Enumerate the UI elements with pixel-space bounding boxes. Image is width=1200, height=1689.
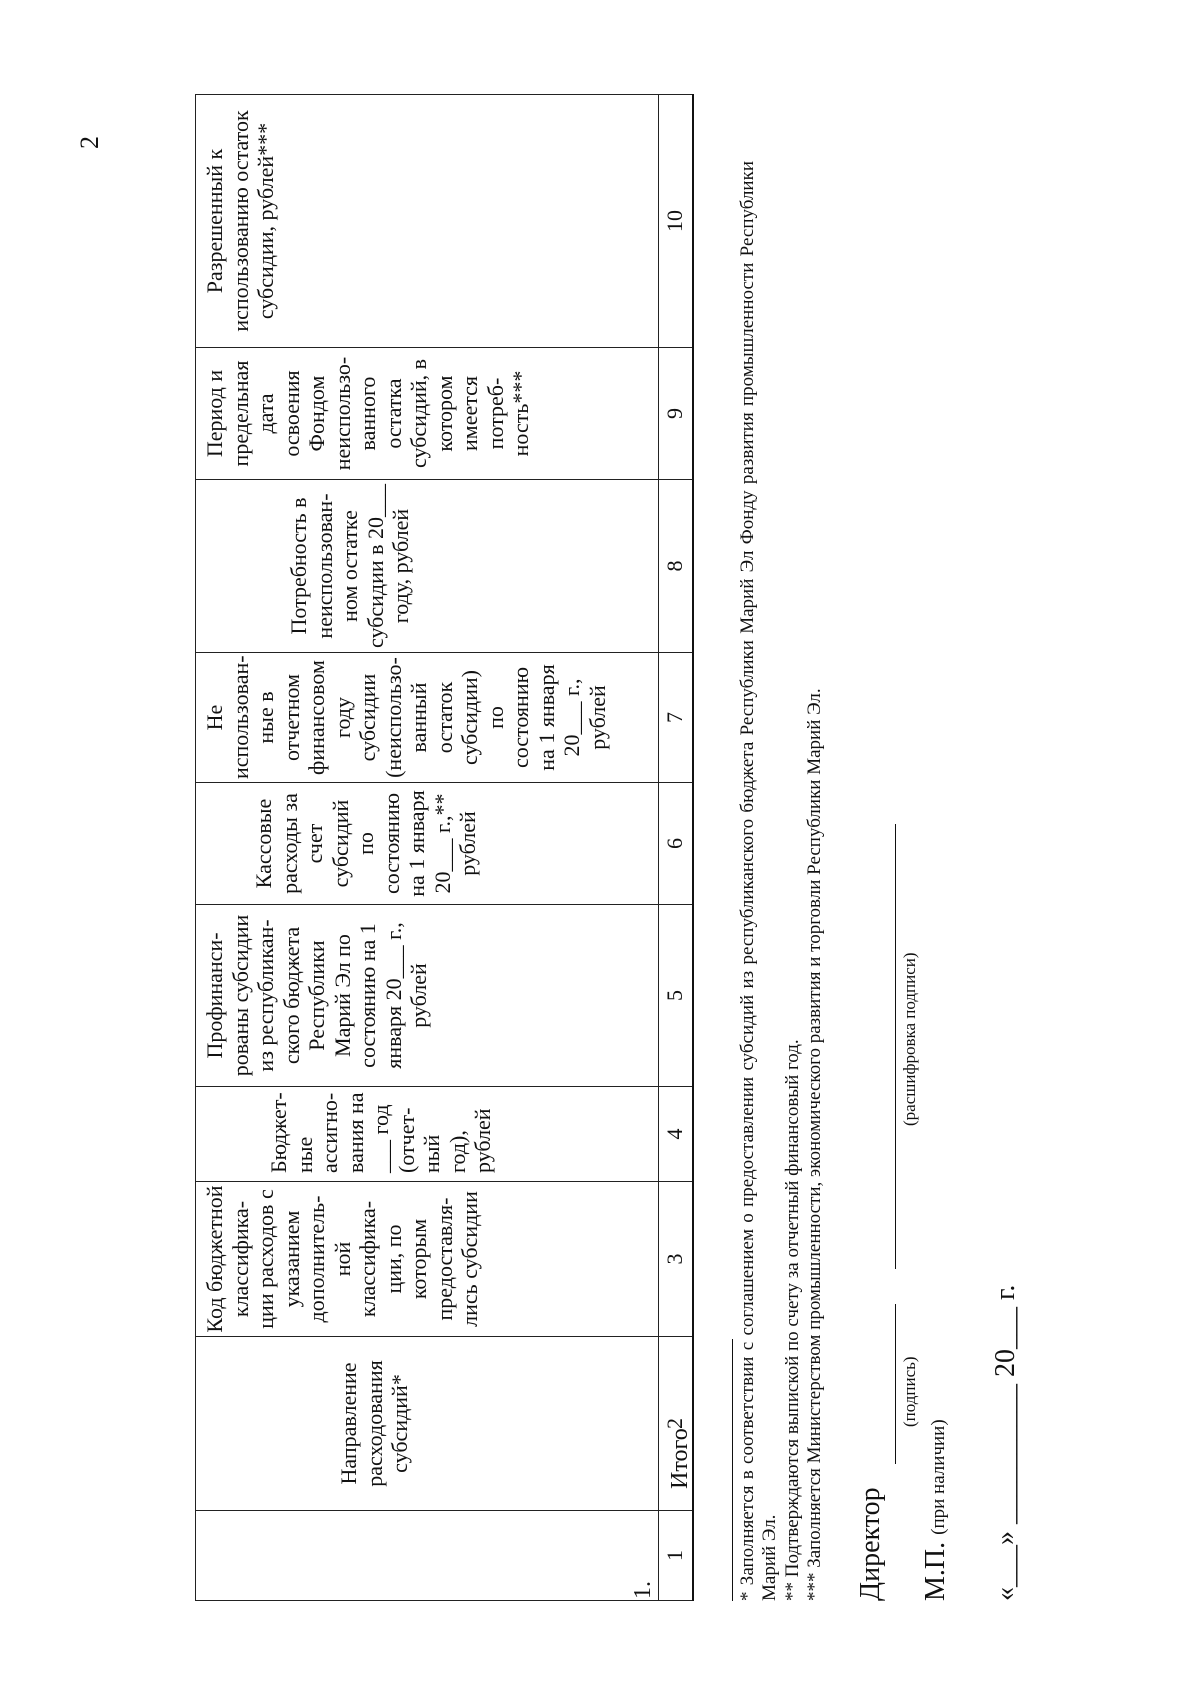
column-number: 9 [659,348,693,480]
signature-caption: (подпись) [900,1356,919,1427]
table-header-row [196,95,659,1601]
column-number: 1 [659,1511,693,1601]
header-need-in-balance: Потребность в неиспользован-ном остатке субсидии в 20___ году, рублей [196,480,659,653]
column-number: 2 [659,1337,693,1511]
column-number-row [659,95,693,1601]
footnote-2: ** Подтверждаются выпиской по счету за отчетный финансовый год. [781,1039,803,1601]
header-direction: Направление расходования субсидий* [196,1337,659,1511]
header-unused-subsidies: Не использован-ные в отчетном финансовом году субсидии (неиспользо-ванный остаток субсидии) по состоянию на 1 января 20___ г., рублей [196,653,659,783]
footnote-divider [732,1339,733,1601]
page-number: 2 [75,136,104,149]
column-number: 8 [659,480,693,653]
column-number: 10 [659,95,693,348]
header-cell-1 [196,1511,659,1601]
footnote-1: * Заполняется в соответствии с соглашением о предоставлении субсидий из республиканского бюджета Республики Марий Эл Фонду развития промышленности Республики Марий Эл. [737,161,781,1601]
director-label: Директор [855,1487,886,1601]
header-cash-expenses: Кассовые расходы за счет субсидий по состоянию на 1 января 20___ г.,** рублей [196,783,659,905]
date-line: «___» __________ 20___ г. [990,1284,1021,1601]
row-number-1: 1. [630,1581,656,1599]
subsidy-report-table [195,94,694,1601]
signature-line [895,1304,896,1464]
footnote-3: *** Заполняется Министерством промышленности, экономического развития и торговли Республики Марий Эл. [804,688,826,1601]
header-budget-code: Код бюджетной классифика-ции расходов с указанием дополнитель-ной классифика-ции, по которым предоставля-лись субсидии [196,1182,659,1337]
header-permitted-balance: Разрешенный к использованию остаток субсидии, рублей*** [196,95,659,348]
footnotes [737,161,827,1601]
header-financed-subsidies: Профинанси-рованы субсидии из республикан-ского бюджета Республики Марий Эл по состоянию на 1 января 20___ г., рублей [196,905,659,1087]
stamp-place [920,1419,952,1601]
stamp-label: М.П. [920,1541,951,1601]
total-label: Итого [667,1428,693,1489]
column-number: 3 [659,1182,693,1337]
column-number: 4 [659,1087,693,1182]
stamp-note: (при наличии) [928,1419,949,1535]
column-number: 7 [659,653,693,783]
header-budget-allocations: Бюджет-ные ассигно-вания на ___ год (отчет-ный год), рублей [196,1087,659,1182]
header-period-and-deadline: Период и предельная дата освоения Фондом неиспользо-ванного остатка субсидий, в котором имеется потреб-ность*** [196,348,659,480]
column-number: 5 [659,905,693,1087]
name-decoding-caption: (расшифровка подписи) [900,952,919,1126]
column-number: 6 [659,783,693,905]
name-decoding-line [895,824,896,1269]
